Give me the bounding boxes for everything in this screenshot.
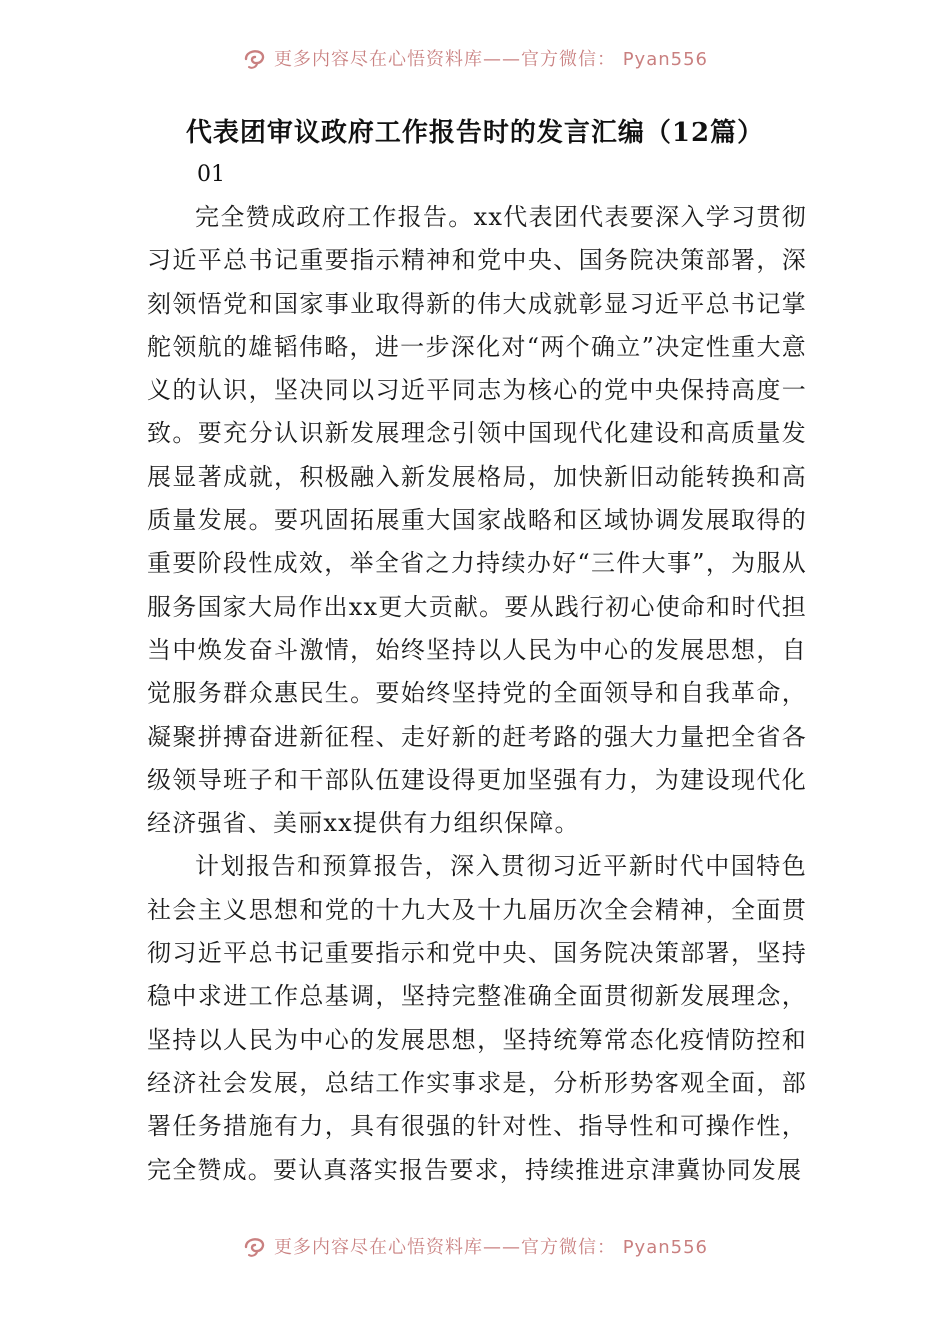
- header-watermark-banner: [0, 38, 950, 78]
- footer-watermark-banner: [0, 1226, 950, 1266]
- swirl-logo-icon: [242, 45, 268, 71]
- footer-watermark-text: 更多内容尽在心悟资料库——官方微信： Pyan556: [273, 1237, 709, 1258]
- section-number: 01: [197, 162, 225, 187]
- swirl-logo-icon: [242, 1233, 268, 1259]
- paragraph: 计划报告和预算报告，深入贯彻习近平新时代中国特色社会主义思想和党的十九大及十九届历次全会精神，全面贯彻习近平总书记重要指示和党中央、国务院决策部署，坚持稳中求进工作总基调，坚持完整准确全面贯彻新发展理念，坚持以人民为中心的发展思想，坚持统筹常态化疫情防控和经济社会发展，总结工作实事求是，分析形势客观全面，部署任务措施有力，具有很强的针对性、指导性和可操作性，完全赞成。要认真落实报告要求，持续推进京津冀协同发展: [147, 852, 807, 1184]
- document-title: 代表团审议政府工作报告时的发言汇编（12篇）: [185, 118, 765, 148]
- document-body: [147, 196, 807, 1192]
- paragraph: 完全赞成政府工作报告。xx代表团代表要深入学习贯彻习近平总书记重要指示精神和党中央、国务院决策部署，深刻领悟党和国家事业取得新的伟大成就彰显习近平总书记掌舵领航的雄韬伟略，进一步深化对“两个确立”决定性重大意义的认识，坚决同以习近平同志为核心的党中央保持高度一致。要充分认识新发展理念引领中国现代化建设和高质量发展显著成就，积极融入新发展格局，加快新旧动能转换和高质量发展。要巩固拓展重大国家战略和区域协调发展取得的重要阶段性成效，举全省之力持续办好“三件大事”，为服从服务国家大局作出xx更大贡献。要从践行初心使命和时代担当中焕发奋斗激情，始终坚持以人民为中心的发展思想，自觉服务群众惠民生。要始终坚持党的全面领导和自我革命，凝聚拼搏奋进新征程、走好新的赶考路的强大力量把全省各级领导班子和干部队伍建设得更加坚强有力，为建设现代化经济强省、美丽xx提供有力组织保障。: [147, 203, 807, 838]
- header-watermark-text: 更多内容尽在心悟资料库——官方微信： Pyan556: [273, 49, 709, 70]
